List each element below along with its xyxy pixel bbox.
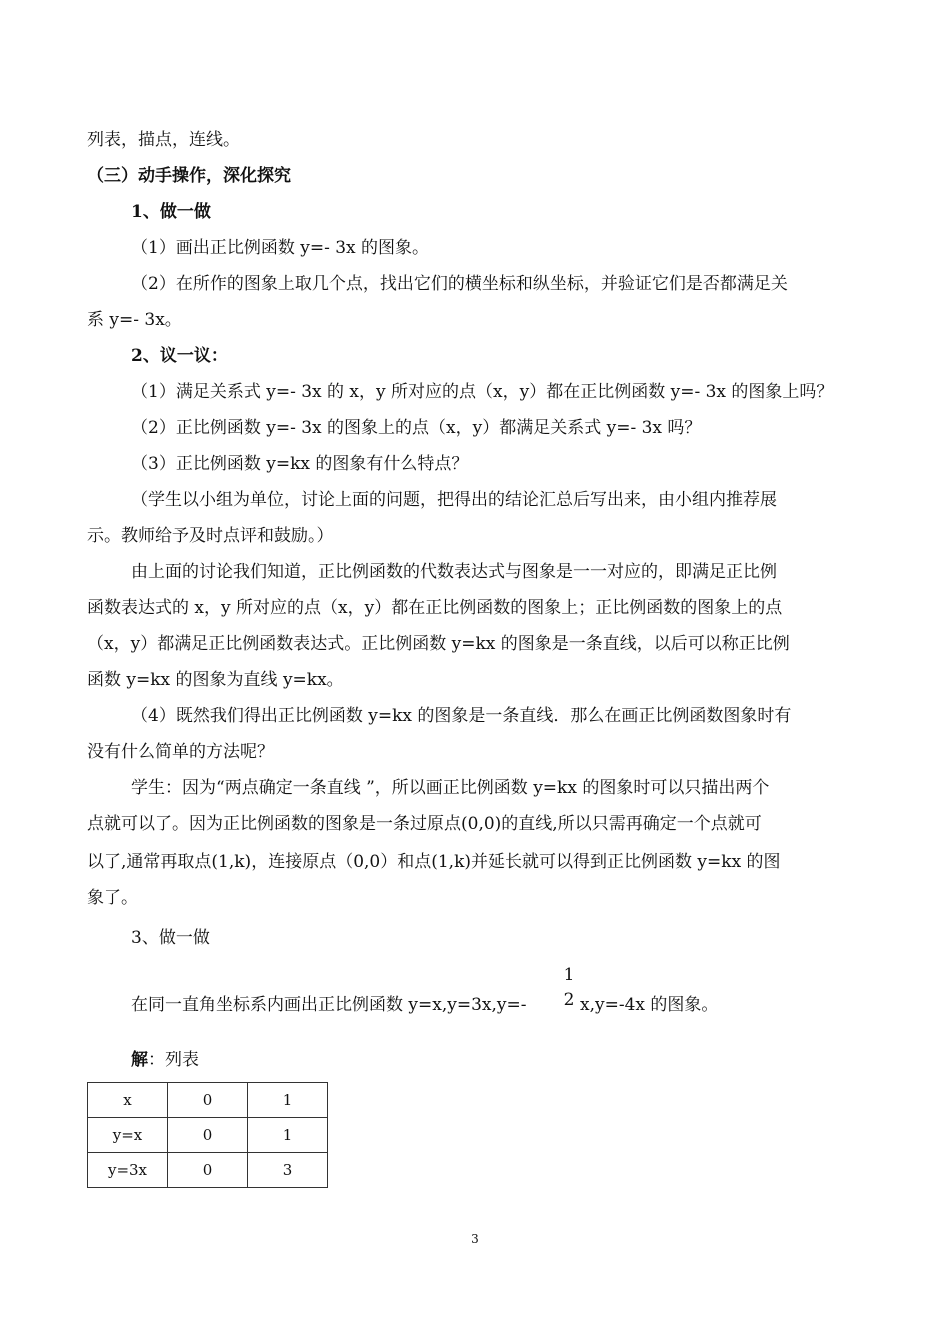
fraction-denominator: 2 bbox=[563, 990, 575, 1010]
solution-label-bold: 解 bbox=[131, 1050, 148, 1070]
text-line-11: （学生以小组为单位，讨论上面的问题，把得出的结论汇总后写出来，由小组内推荐展 bbox=[131, 490, 777, 510]
table-cell: x bbox=[88, 1083, 168, 1118]
text-line-16: 函数 y=kx 的图象为直线 y=kx。 bbox=[87, 670, 344, 690]
table-row bbox=[88, 1083, 328, 1118]
table-cell: 0 bbox=[168, 1083, 248, 1118]
table-cell: 0 bbox=[168, 1118, 248, 1153]
table-cell: 1 bbox=[248, 1118, 328, 1153]
text-line-5: （2）在所作的图象上取几个点，找出它们的横坐标和纵坐标，并验证它们是否都满足关 bbox=[131, 274, 788, 294]
text-line-22: 象了。 bbox=[87, 888, 138, 908]
subheading-do: 1、做一做 bbox=[131, 202, 211, 222]
solution-label-rest: ：列表 bbox=[148, 1050, 199, 1070]
text-line-20: 点就可以了。因为正比例函数的图象是一条过原点(0,0)的直线,所以只需再确定一个点就可 bbox=[87, 814, 762, 834]
table-row bbox=[88, 1118, 328, 1153]
fraction-numerator: 1 bbox=[563, 965, 575, 985]
text-line-9: （2）正比例函数 y=- 3x 的图象上的点（x，y）都满足关系式 y=- 3x 吗？ bbox=[131, 418, 702, 438]
table-cell: y=3x bbox=[88, 1153, 168, 1188]
subheading-do-again: 3、做一做 bbox=[131, 928, 210, 948]
text-line-6: 系 y=- 3x。 bbox=[87, 310, 182, 330]
text-line-4: （1）画出正比例函数 y=- 3x 的图象。 bbox=[131, 238, 430, 258]
text-line-10: （3）正比例函数 y=kx 的图象有什么特点？ bbox=[131, 454, 469, 474]
text-line-1: 列表，描点，连线。 bbox=[87, 130, 240, 150]
text-line-15: （x，y）都满足正比例函数表达式。正比例函数 y=kx 的图象是一条直线，以后可以称正比例 bbox=[87, 634, 790, 654]
exercise-line-end: x,y=-4x 的图象。 bbox=[580, 995, 719, 1015]
page-number: 3 bbox=[471, 1232, 479, 1246]
subheading-discuss: 2、议一议： bbox=[131, 346, 228, 366]
text-line-18: 没有什么简单的方法呢？ bbox=[87, 742, 274, 762]
value-table bbox=[87, 1082, 328, 1188]
text-line-13: 由上面的讨论我们知道，正比例函数的代数表达式与图象是一一对应的，即满足正比例 bbox=[131, 562, 777, 582]
text-line-21: 以了,通常再取点(1,k)，连接原点（0,0）和点(1,k)并延长就可以得到正比例函数 y=kx 的图 bbox=[87, 852, 781, 872]
table-cell: y=x bbox=[88, 1118, 168, 1153]
solution-label bbox=[131, 1048, 199, 1072]
text-line-19: 学生：因为“两点确定一条直线 ”，所以画正比例函数 y=kx 的图象时可以只描出两个 bbox=[131, 778, 770, 798]
table-cell: 3 bbox=[248, 1153, 328, 1188]
text-line-17: （4）既然我们得出正比例函数 y=kx 的图象是一条直线．那么在画正比例函数图象时有 bbox=[131, 706, 792, 726]
text-line-14: 函数表达式的 x，y 所对应的点（x，y）都在正比例函数的图象上；正比例函数的图象上的点 bbox=[87, 598, 783, 618]
table-row bbox=[88, 1153, 328, 1188]
table-cell: 1 bbox=[248, 1083, 328, 1118]
text-line-12: 示。教师给予及时点评和鼓励。） bbox=[87, 526, 334, 546]
exercise-line-start: 在同一直角坐标系内画出正比例函数 y=x,y=3x,y=- bbox=[131, 995, 527, 1015]
table-cell: 0 bbox=[168, 1153, 248, 1188]
section-heading: （三）动手操作，深化探究 bbox=[87, 166, 291, 186]
text-line-8: （1）满足关系式 y=- 3x 的 x，y 所对应的点（x，y）都在正比例函数 y=- 3x 的图象上吗？ bbox=[131, 382, 834, 402]
